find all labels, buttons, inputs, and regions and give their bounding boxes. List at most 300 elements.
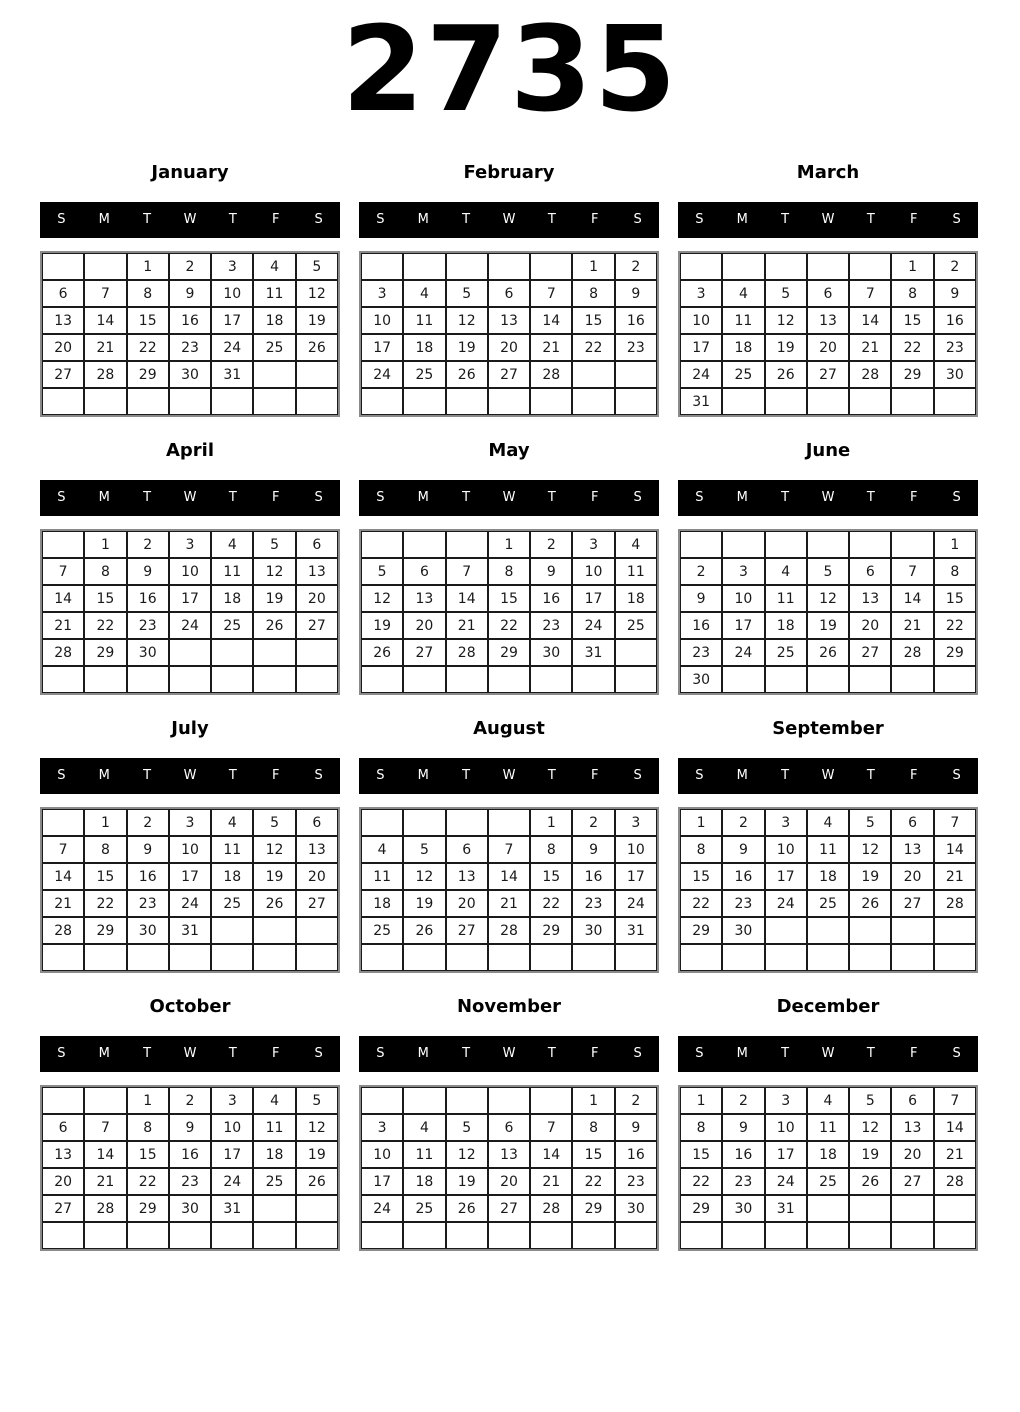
day-cell: 4 bbox=[361, 836, 403, 863]
month-date-grid bbox=[40, 1085, 340, 1251]
day-cell-empty bbox=[488, 388, 530, 415]
weekday-label: S bbox=[952, 768, 961, 783]
day-cell: 13 bbox=[296, 836, 338, 863]
day-cell-empty bbox=[127, 1222, 169, 1249]
day-cell: 23 bbox=[127, 890, 169, 917]
day-cell: 4 bbox=[211, 531, 253, 558]
day-cell: 25 bbox=[211, 890, 253, 917]
day-cell: 1 bbox=[127, 1087, 169, 1114]
day-cell-empty bbox=[807, 388, 849, 415]
month-date-grid bbox=[40, 529, 340, 695]
day-cell: 26 bbox=[807, 639, 849, 666]
weekday-header-row bbox=[359, 1036, 659, 1072]
day-cell: 21 bbox=[934, 863, 976, 890]
day-cell: 4 bbox=[807, 1087, 849, 1114]
month-title: May bbox=[488, 440, 530, 461]
month-date-grid bbox=[359, 1085, 659, 1251]
day-cell: 28 bbox=[84, 1195, 126, 1222]
day-cell: 1 bbox=[680, 809, 722, 836]
day-cell: 29 bbox=[127, 1195, 169, 1222]
day-cell-empty bbox=[722, 253, 764, 280]
month-block bbox=[359, 718, 659, 973]
day-cell: 5 bbox=[253, 531, 295, 558]
day-cell: 18 bbox=[722, 334, 764, 361]
day-cell: 17 bbox=[572, 585, 614, 612]
day-cell: 26 bbox=[296, 1168, 338, 1195]
day-cell: 1 bbox=[572, 1087, 614, 1114]
day-cell-empty bbox=[488, 1087, 530, 1114]
day-cell: 21 bbox=[849, 334, 891, 361]
weekday-label: T bbox=[547, 1046, 556, 1061]
day-cell: 6 bbox=[891, 1087, 933, 1114]
day-cell: 8 bbox=[84, 558, 126, 585]
day-cell-empty bbox=[615, 666, 657, 693]
day-cell: 24 bbox=[211, 334, 253, 361]
weekday-label: M bbox=[417, 212, 429, 227]
day-cell-empty bbox=[211, 1222, 253, 1249]
weekday-label: M bbox=[736, 768, 748, 783]
day-cell-empty bbox=[211, 639, 253, 666]
day-cell: 26 bbox=[446, 1195, 488, 1222]
day-cell: 6 bbox=[488, 280, 530, 307]
day-cell-empty bbox=[361, 1087, 403, 1114]
day-cell: 9 bbox=[615, 1114, 657, 1141]
day-cell: 11 bbox=[807, 1114, 849, 1141]
day-cell-empty bbox=[296, 944, 338, 971]
day-cell-empty bbox=[488, 666, 530, 693]
weekday-label: T bbox=[462, 1046, 471, 1061]
day-cell: 25 bbox=[361, 917, 403, 944]
day-cell: 20 bbox=[296, 585, 338, 612]
month-title: March bbox=[796, 162, 860, 183]
day-cell-empty bbox=[807, 531, 849, 558]
weekday-label: S bbox=[57, 490, 66, 505]
day-cell: 5 bbox=[253, 809, 295, 836]
weekday-label: T bbox=[781, 212, 790, 227]
day-cell: 11 bbox=[615, 558, 657, 585]
day-cell: 16 bbox=[572, 863, 614, 890]
weekday-label: M bbox=[417, 768, 429, 783]
day-cell: 7 bbox=[42, 558, 84, 585]
day-cell-empty bbox=[84, 253, 126, 280]
day-cell: 26 bbox=[296, 334, 338, 361]
day-cell: 21 bbox=[42, 612, 84, 639]
day-cell-empty bbox=[849, 944, 891, 971]
day-cell-empty bbox=[446, 1087, 488, 1114]
day-cell: 9 bbox=[530, 558, 572, 585]
month-date-grid bbox=[678, 1085, 978, 1251]
day-cell-empty bbox=[403, 666, 445, 693]
day-cell: 14 bbox=[84, 1141, 126, 1168]
day-cell: 13 bbox=[42, 307, 84, 334]
day-cell: 18 bbox=[361, 890, 403, 917]
day-cell: 22 bbox=[680, 890, 722, 917]
day-cell: 6 bbox=[296, 531, 338, 558]
day-cell: 8 bbox=[891, 280, 933, 307]
day-cell: 7 bbox=[42, 836, 84, 863]
day-cell: 10 bbox=[169, 836, 211, 863]
weekday-label: M bbox=[736, 212, 748, 227]
day-cell: 11 bbox=[765, 585, 807, 612]
day-cell: 14 bbox=[84, 307, 126, 334]
day-cell: 20 bbox=[849, 612, 891, 639]
day-cell: 25 bbox=[253, 1168, 295, 1195]
day-cell: 7 bbox=[849, 280, 891, 307]
day-cell: 9 bbox=[615, 280, 657, 307]
day-cell-empty bbox=[765, 253, 807, 280]
day-cell: 20 bbox=[42, 334, 84, 361]
day-cell: 3 bbox=[765, 809, 807, 836]
day-cell: 27 bbox=[42, 361, 84, 388]
day-cell: 5 bbox=[403, 836, 445, 863]
day-cell: 15 bbox=[934, 585, 976, 612]
day-cell: 28 bbox=[934, 890, 976, 917]
day-cell-empty bbox=[765, 944, 807, 971]
day-cell: 2 bbox=[722, 809, 764, 836]
day-cell-empty bbox=[765, 531, 807, 558]
day-cell-empty bbox=[807, 944, 849, 971]
day-cell: 28 bbox=[42, 917, 84, 944]
day-cell: 11 bbox=[361, 863, 403, 890]
day-cell: 8 bbox=[572, 280, 614, 307]
day-cell: 9 bbox=[127, 836, 169, 863]
month-title: February bbox=[463, 162, 555, 183]
month-date-grid bbox=[678, 251, 978, 417]
day-cell: 14 bbox=[42, 585, 84, 612]
day-cell: 14 bbox=[849, 307, 891, 334]
day-cell: 17 bbox=[169, 585, 211, 612]
day-cell: 27 bbox=[296, 612, 338, 639]
day-cell: 29 bbox=[84, 917, 126, 944]
weekday-label: T bbox=[866, 1046, 875, 1061]
day-cell: 27 bbox=[891, 1168, 933, 1195]
weekday-label: F bbox=[909, 212, 918, 227]
weekday-header-row bbox=[678, 480, 978, 516]
day-cell-empty bbox=[934, 666, 976, 693]
day-cell: 11 bbox=[403, 1141, 445, 1168]
day-cell-empty bbox=[891, 1222, 933, 1249]
weekday-label: S bbox=[952, 1046, 961, 1061]
day-cell-empty bbox=[530, 253, 572, 280]
day-cell-empty bbox=[765, 388, 807, 415]
weekday-label: W bbox=[502, 768, 516, 783]
month-date-grid bbox=[40, 807, 340, 973]
day-cell: 28 bbox=[849, 361, 891, 388]
weekday-label: S bbox=[952, 490, 961, 505]
day-cell-empty bbox=[680, 1222, 722, 1249]
day-cell: 8 bbox=[488, 558, 530, 585]
day-cell-empty bbox=[42, 253, 84, 280]
day-cell: 3 bbox=[211, 1087, 253, 1114]
day-cell-empty bbox=[807, 917, 849, 944]
month-block bbox=[678, 162, 978, 417]
day-cell: 24 bbox=[680, 361, 722, 388]
day-cell: 27 bbox=[849, 639, 891, 666]
day-cell-empty bbox=[253, 666, 295, 693]
day-cell: 14 bbox=[488, 863, 530, 890]
day-cell: 12 bbox=[296, 1114, 338, 1141]
weekday-label: F bbox=[271, 490, 280, 505]
weekday-label: S bbox=[376, 1046, 385, 1061]
weekday-label: S bbox=[695, 1046, 704, 1061]
day-cell: 7 bbox=[530, 1114, 572, 1141]
weekday-label: W bbox=[821, 490, 835, 505]
weekday-label: M bbox=[98, 212, 110, 227]
day-cell-empty bbox=[680, 253, 722, 280]
day-cell: 11 bbox=[253, 1114, 295, 1141]
weekday-header-row bbox=[359, 480, 659, 516]
day-cell: 11 bbox=[253, 280, 295, 307]
day-cell: 23 bbox=[722, 1168, 764, 1195]
day-cell: 27 bbox=[446, 917, 488, 944]
day-cell: 30 bbox=[169, 361, 211, 388]
day-cell: 23 bbox=[530, 612, 572, 639]
day-cell: 24 bbox=[615, 890, 657, 917]
day-cell-empty bbox=[891, 666, 933, 693]
weekday-label: S bbox=[952, 212, 961, 227]
day-cell: 23 bbox=[127, 612, 169, 639]
day-cell: 6 bbox=[891, 809, 933, 836]
day-cell: 26 bbox=[849, 1168, 891, 1195]
day-cell: 12 bbox=[446, 307, 488, 334]
day-cell-empty bbox=[530, 666, 572, 693]
month-date-grid bbox=[678, 807, 978, 973]
weekday-label: M bbox=[98, 490, 110, 505]
day-cell-empty bbox=[530, 1222, 572, 1249]
day-cell: 11 bbox=[722, 307, 764, 334]
day-cell: 19 bbox=[403, 890, 445, 917]
day-cell: 13 bbox=[42, 1141, 84, 1168]
day-cell-empty bbox=[722, 388, 764, 415]
day-cell: 1 bbox=[680, 1087, 722, 1114]
day-cell: 29 bbox=[530, 917, 572, 944]
weekday-header-row bbox=[40, 1036, 340, 1072]
day-cell: 11 bbox=[211, 836, 253, 863]
day-cell: 21 bbox=[530, 1168, 572, 1195]
day-cell: 19 bbox=[446, 1168, 488, 1195]
day-cell-empty bbox=[42, 388, 84, 415]
day-cell: 6 bbox=[42, 280, 84, 307]
day-cell: 20 bbox=[891, 863, 933, 890]
weekday-label: T bbox=[547, 490, 556, 505]
day-cell: 26 bbox=[403, 917, 445, 944]
day-cell: 30 bbox=[169, 1195, 211, 1222]
day-cell-empty bbox=[807, 666, 849, 693]
day-cell-empty bbox=[42, 944, 84, 971]
day-cell: 16 bbox=[127, 585, 169, 612]
day-cell: 1 bbox=[572, 253, 614, 280]
day-cell: 1 bbox=[127, 253, 169, 280]
day-cell: 21 bbox=[488, 890, 530, 917]
day-cell-empty bbox=[722, 944, 764, 971]
day-cell: 20 bbox=[403, 612, 445, 639]
day-cell: 31 bbox=[211, 1195, 253, 1222]
weekday-label: S bbox=[633, 1046, 642, 1061]
day-cell: 7 bbox=[530, 280, 572, 307]
weekday-label: F bbox=[909, 768, 918, 783]
weekday-label: S bbox=[695, 490, 704, 505]
day-cell: 31 bbox=[211, 361, 253, 388]
day-cell: 23 bbox=[722, 890, 764, 917]
day-cell: 7 bbox=[891, 558, 933, 585]
day-cell: 29 bbox=[127, 361, 169, 388]
day-cell: 2 bbox=[127, 809, 169, 836]
day-cell-empty bbox=[211, 666, 253, 693]
day-cell: 29 bbox=[680, 917, 722, 944]
day-cell: 17 bbox=[722, 612, 764, 639]
day-cell: 24 bbox=[722, 639, 764, 666]
weekday-header-row bbox=[40, 480, 340, 516]
day-cell: 31 bbox=[615, 917, 657, 944]
day-cell: 18 bbox=[807, 1141, 849, 1168]
day-cell-empty bbox=[361, 253, 403, 280]
day-cell-empty bbox=[615, 944, 657, 971]
day-cell: 8 bbox=[934, 558, 976, 585]
day-cell: 12 bbox=[296, 280, 338, 307]
day-cell-empty bbox=[765, 666, 807, 693]
day-cell: 18 bbox=[253, 307, 295, 334]
day-cell: 13 bbox=[849, 585, 891, 612]
day-cell-empty bbox=[446, 944, 488, 971]
weekday-label: M bbox=[98, 768, 110, 783]
day-cell-empty bbox=[211, 388, 253, 415]
day-cell: 9 bbox=[722, 1114, 764, 1141]
day-cell-empty bbox=[296, 1222, 338, 1249]
day-cell: 14 bbox=[934, 836, 976, 863]
day-cell: 30 bbox=[127, 639, 169, 666]
day-cell: 22 bbox=[934, 612, 976, 639]
weekday-label: S bbox=[376, 768, 385, 783]
day-cell-empty bbox=[572, 361, 614, 388]
day-cell: 20 bbox=[42, 1168, 84, 1195]
day-cell: 3 bbox=[765, 1087, 807, 1114]
month-block bbox=[359, 162, 659, 417]
day-cell: 14 bbox=[891, 585, 933, 612]
day-cell: 16 bbox=[127, 863, 169, 890]
day-cell: 24 bbox=[572, 612, 614, 639]
weekday-label: F bbox=[271, 212, 280, 227]
day-cell: 12 bbox=[446, 1141, 488, 1168]
day-cell: 24 bbox=[765, 1168, 807, 1195]
day-cell: 28 bbox=[446, 639, 488, 666]
day-cell: 6 bbox=[296, 809, 338, 836]
day-cell: 28 bbox=[488, 917, 530, 944]
weekday-label: S bbox=[695, 212, 704, 227]
day-cell: 24 bbox=[169, 612, 211, 639]
day-cell: 27 bbox=[488, 361, 530, 388]
day-cell: 6 bbox=[446, 836, 488, 863]
day-cell-empty bbox=[807, 1195, 849, 1222]
day-cell: 27 bbox=[296, 890, 338, 917]
weekday-header-row bbox=[678, 1036, 978, 1072]
day-cell: 1 bbox=[891, 253, 933, 280]
weekday-header-row bbox=[40, 758, 340, 794]
day-cell: 25 bbox=[807, 890, 849, 917]
day-cell: 15 bbox=[572, 307, 614, 334]
day-cell: 12 bbox=[253, 836, 295, 863]
day-cell: 17 bbox=[211, 1141, 253, 1168]
day-cell-empty bbox=[446, 388, 488, 415]
day-cell: 30 bbox=[572, 917, 614, 944]
month-title: April bbox=[165, 440, 215, 461]
day-cell: 19 bbox=[361, 612, 403, 639]
day-cell: 25 bbox=[211, 612, 253, 639]
day-cell-empty bbox=[615, 639, 657, 666]
day-cell-empty bbox=[722, 666, 764, 693]
day-cell: 17 bbox=[765, 863, 807, 890]
day-cell-empty bbox=[296, 361, 338, 388]
day-cell-empty bbox=[934, 1222, 976, 1249]
day-cell: 28 bbox=[530, 1195, 572, 1222]
weekday-header-row bbox=[678, 758, 978, 794]
day-cell: 19 bbox=[296, 307, 338, 334]
day-cell: 4 bbox=[403, 1114, 445, 1141]
day-cell-empty bbox=[296, 666, 338, 693]
day-cell: 2 bbox=[680, 558, 722, 585]
day-cell: 19 bbox=[253, 585, 295, 612]
day-cell-empty bbox=[722, 531, 764, 558]
day-cell: 6 bbox=[488, 1114, 530, 1141]
day-cell: 23 bbox=[169, 334, 211, 361]
day-cell: 27 bbox=[403, 639, 445, 666]
day-cell: 29 bbox=[680, 1195, 722, 1222]
day-cell: 7 bbox=[934, 1087, 976, 1114]
day-cell: 3 bbox=[169, 809, 211, 836]
weekday-label: M bbox=[417, 1046, 429, 1061]
day-cell-empty bbox=[722, 1222, 764, 1249]
day-cell: 3 bbox=[361, 1114, 403, 1141]
day-cell: 5 bbox=[296, 253, 338, 280]
weekday-label: T bbox=[143, 1046, 152, 1061]
day-cell: 21 bbox=[84, 1168, 126, 1195]
weekday-label: W bbox=[183, 490, 197, 505]
day-cell-empty bbox=[211, 917, 253, 944]
day-cell: 19 bbox=[807, 612, 849, 639]
day-cell: 5 bbox=[446, 1114, 488, 1141]
day-cell: 21 bbox=[530, 334, 572, 361]
day-cell-empty bbox=[253, 388, 295, 415]
day-cell-empty bbox=[572, 388, 614, 415]
day-cell-empty bbox=[253, 1195, 295, 1222]
day-cell-empty bbox=[403, 253, 445, 280]
day-cell: 25 bbox=[765, 639, 807, 666]
day-cell: 29 bbox=[891, 361, 933, 388]
day-cell: 9 bbox=[127, 558, 169, 585]
day-cell-empty bbox=[572, 944, 614, 971]
month-title: October bbox=[149, 996, 231, 1017]
day-cell: 11 bbox=[807, 836, 849, 863]
day-cell: 20 bbox=[488, 334, 530, 361]
day-cell: 31 bbox=[572, 639, 614, 666]
month-title: July bbox=[171, 718, 209, 739]
day-cell: 23 bbox=[572, 890, 614, 917]
day-cell: 3 bbox=[169, 531, 211, 558]
day-cell-empty bbox=[680, 531, 722, 558]
weekday-label: W bbox=[821, 1046, 835, 1061]
day-cell: 17 bbox=[615, 863, 657, 890]
day-cell-empty bbox=[934, 944, 976, 971]
day-cell: 23 bbox=[615, 334, 657, 361]
weekday-label: F bbox=[909, 1046, 918, 1061]
month-title: November bbox=[456, 996, 562, 1017]
months-grid bbox=[0, 162, 1020, 1251]
day-cell: 29 bbox=[84, 639, 126, 666]
day-cell: 16 bbox=[680, 612, 722, 639]
day-cell: 9 bbox=[934, 280, 976, 307]
day-cell: 22 bbox=[84, 612, 126, 639]
day-cell: 2 bbox=[934, 253, 976, 280]
day-cell: 6 bbox=[42, 1114, 84, 1141]
